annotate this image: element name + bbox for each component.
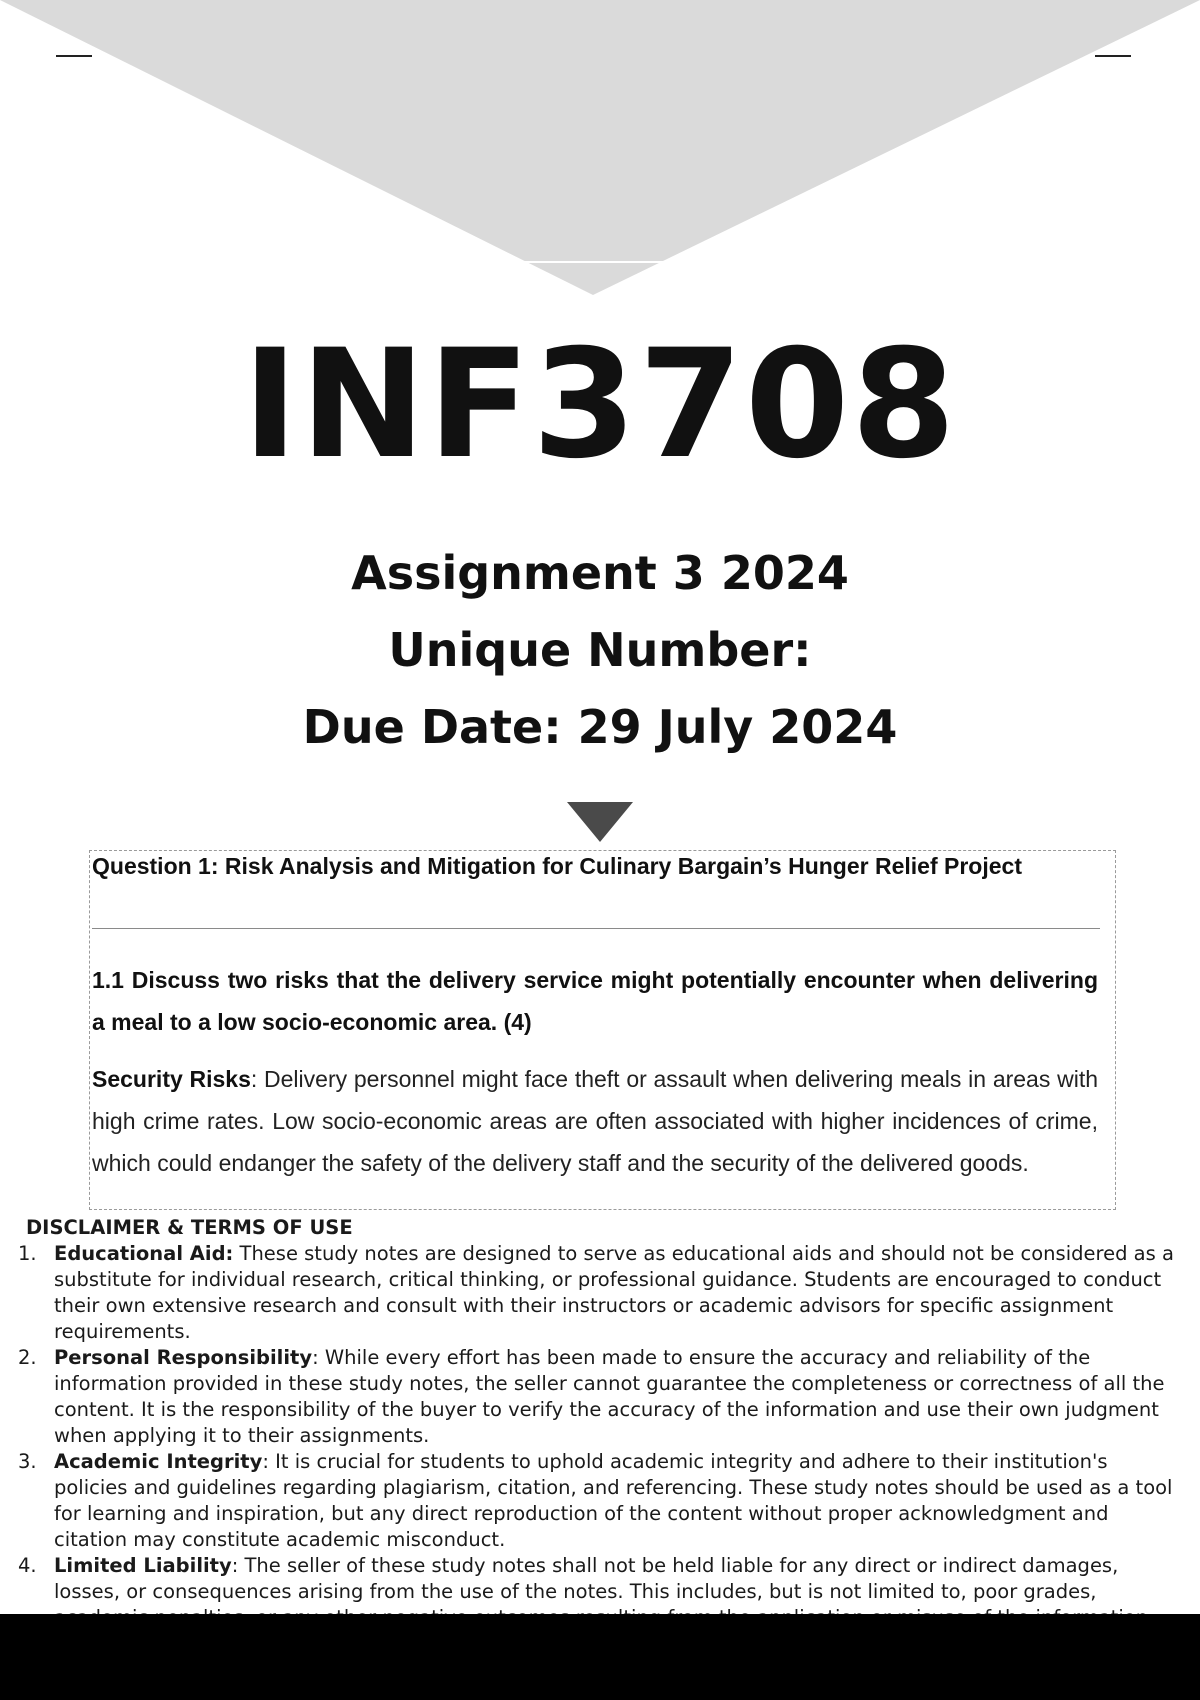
disclaimer-item-label: Limited Liability [54, 1554, 232, 1577]
disclaimer-item-text: : While every effort has been made to ensure the accuracy and reliability of the information provided in these study notes, the seller cannot guarantee the completeness or correctness of all the content. It is the responsibility of the buyer to verify the accuracy of the information and use their own judgment when applying it to their assignments. [54, 1346, 1165, 1447]
unique-number-label: Unique Number: [388, 623, 812, 677]
bottom-black-bar [0, 1614, 1200, 1700]
answer-label: Security Risks [92, 1066, 251, 1092]
question-preview-box [89, 850, 1116, 1210]
question-title: Question 1: Risk Analysis and Mitigation for Culinary Bargain’s Hunger Relief Project [92, 853, 1022, 879]
due-date-label: Due Date: 29 July 2024 [302, 700, 898, 754]
disclaimer-item-label: Personal Responsibility [54, 1346, 313, 1369]
course-code-title: INF3708 [242, 318, 958, 492]
answer-text: : Delivery personnel might face theft or assault when delivering meals in areas with high crime rates. Low socio-economic areas are often associated with higher incidences of crime, which could endanger the safety of the delivery staff and the security of the delivered goods. [92, 1066, 1098, 1176]
disclaimer-item-text: : It is crucial for students to uphold academic integrity and adhere to their institution's policies and guidelines regarding plagiarism, citation, and referencing. These study notes should be used as a tool for learning and inspiration, but any direct reproduction of the content without proper acknowledgment and citation may constitute academic misconduct. [54, 1450, 1173, 1551]
corner-mark-left [56, 55, 92, 57]
disclaimer-item-text: : The seller of these study notes shall not be held liable for any direct or indirect damages, losses, or consequences arising from the use of the notes. This includes, but is not limited to, poor grades, [54, 1554, 1119, 1603]
list-number: 3. [18, 1450, 37, 1473]
subquestion-heading: 1.1 Discuss two risks that the delivery service might potentially encounter when delivering a meal to a low socio-economic area. (4) [92, 967, 1098, 1035]
list-number: 1. [18, 1242, 37, 1265]
disclaimer-title: DISCLAIMER & TERMS OF USE [26, 1216, 353, 1239]
triangle-down-icon [567, 802, 633, 842]
banner-chevron-shape [0, 0, 1200, 295]
answer-paragraph [92, 1058, 1098, 1184]
disclaimer-item-personal-responsibility [0, 1345, 1200, 1449]
disclaimer-item-label: Academic Integrity [54, 1450, 263, 1473]
disclaimer-item-academic-integrity [0, 1449, 1200, 1553]
disclaimer-list [0, 1241, 1200, 1631]
assignment-label: Assignment 3 2024 [351, 546, 849, 600]
disclaimer-item-text: These study notes are designed to serve as educational aids and should not be considered as a substitute for individual research, critical thinking, or professional guidance. Students are encouraged to conduct their own extensive research and consult with their instructors or academic advisors for specific assignment requirements. [54, 1242, 1174, 1343]
corner-mark-right [1095, 55, 1131, 57]
list-number: 4. [18, 1554, 37, 1577]
question-divider [92, 928, 1100, 929]
header-banner [0, 0, 1200, 300]
disclaimer-item-label: Educational Aid: [54, 1242, 234, 1265]
list-number: 2. [18, 1346, 37, 1369]
disclaimer-item-educational-aid [0, 1241, 1200, 1345]
